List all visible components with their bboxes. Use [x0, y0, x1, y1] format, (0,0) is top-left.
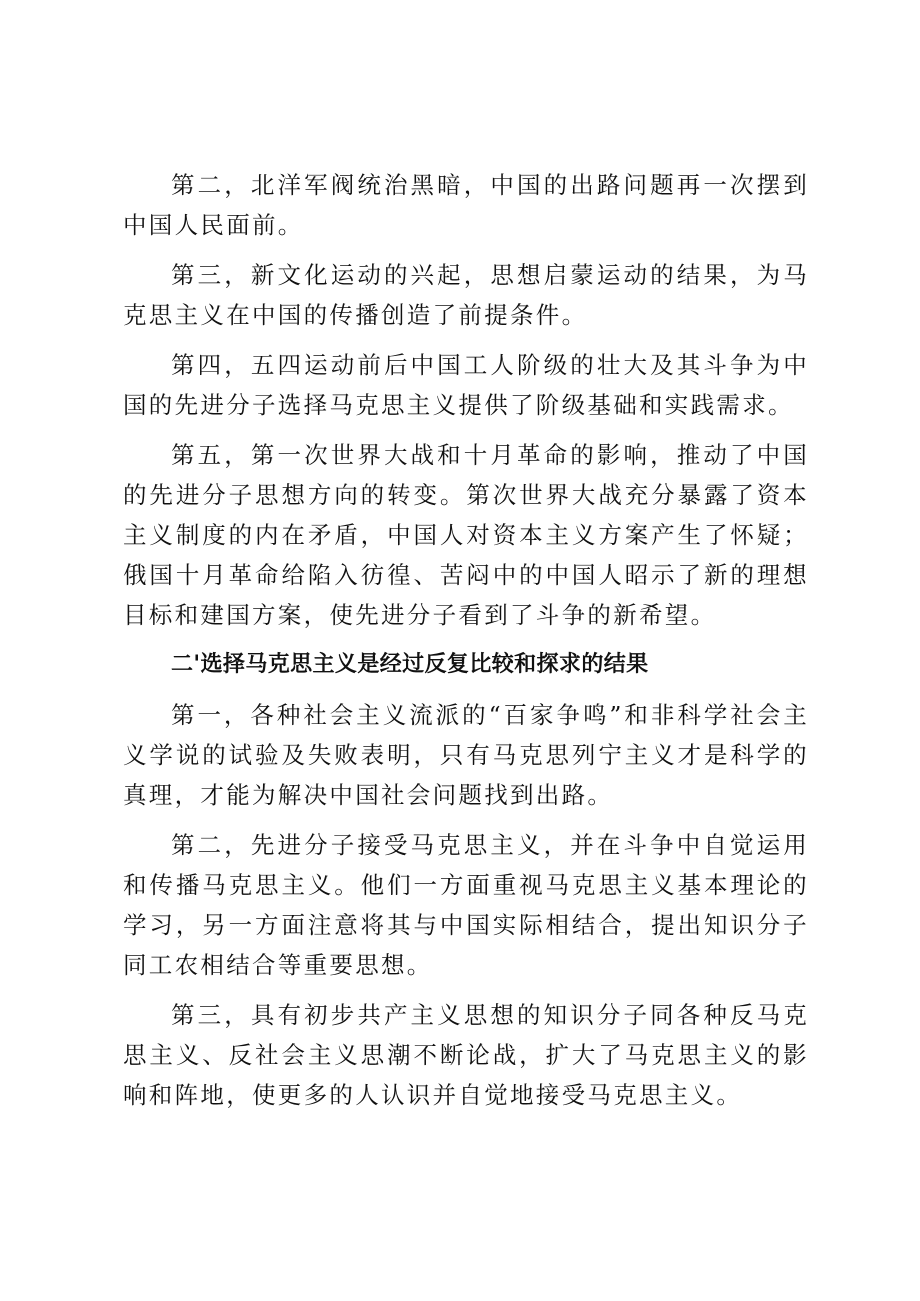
paragraph-fourth-may-fourth: 第四，五四运动前后中国工人阶级的壮大及其斗争为中国的先进分子选择马克思主义提供了阶级基础和实践需求。 [123, 351, 809, 419]
paragraph-third-debates: 第三，具有初步共产主义思想的知识分子同各种反马克思主义、反社会主义思潮不断论战，扩大了马克思主义的影响和阵地，使更多的人认识并自觉地接受马克思主义。 [123, 1001, 809, 1109]
section-heading: 二'选择马克思主义是经过反复比较和探求的结果 [171, 652, 649, 677]
document-page [123, 165, 809, 1115]
paragraph-second-beiyang: 第二，北洋军阀统治黑暗，中国的出路问题再一次摆到中国人民面前。 [123, 171, 809, 239]
paragraph-first-schools: 第一，各种社会主义流派的“百家争鸣”和非科学社会主义学说的试验及失败表明，只有马克思列宁主义才是科学的真理，才能为解决中国社会问题找到出路。 [123, 701, 809, 809]
paragraph-third-new-culture: 第三，新文化运动的兴起，思想启蒙运动的结果，为马克思主义在中国的传播创造了前提条件。 [123, 261, 809, 329]
paragraph-fifth-world-war: 第五，第一次世界大战和十月革命的影响，推动了中国的先进分子思想方向的转变。第次世界大战充分暴露了资本主义制度的内在矛盾，中国人对资本主义方案产生了怀疑；俄国十月革命给陷入彷徨、苦闷中的中国人昭示了新的理想目标和建国方案，使先进分子看到了斗争的新希望。 [123, 441, 809, 629]
paragraph-second-acceptance: 第二，先进分子接受马克思主义，并在斗争中自觉运用和传播马克思主义。他们一方面重视马克思主义基本理论的学习，另一方面注意将其与中国实际相结合，提出知识分子同工农相结合等重要思想。 [123, 831, 809, 979]
